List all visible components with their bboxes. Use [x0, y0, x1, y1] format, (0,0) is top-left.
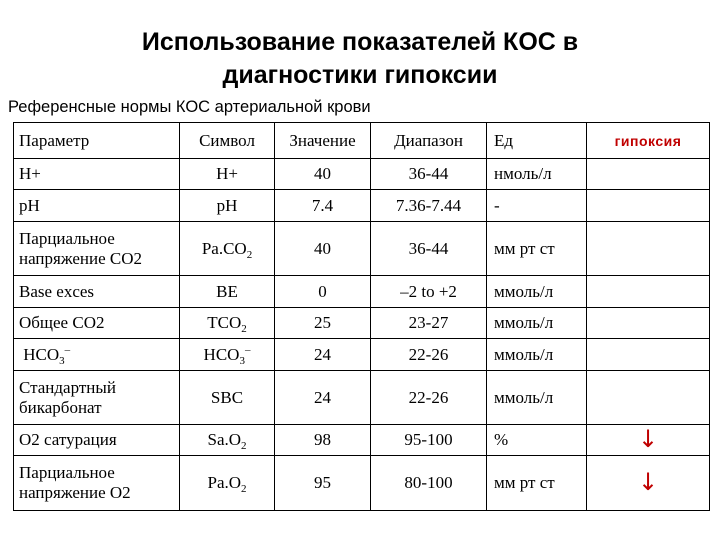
cell-range: –2 to +2: [371, 276, 487, 308]
cell-range: 36-44: [371, 159, 487, 190]
page-title: [0, 26, 720, 92]
arrow-down-icon: ↓: [637, 424, 659, 453]
cell-hypoxia: [587, 222, 710, 276]
header-param: Параметр: [14, 123, 180, 159]
cell-value: 95: [275, 456, 371, 511]
cell-hypoxia: [587, 159, 710, 190]
cell-param: O2 сатурация: [14, 425, 180, 456]
cell-param: H+: [14, 159, 180, 190]
cell-hypoxia: [587, 371, 710, 425]
cell-hypoxia: [587, 339, 710, 371]
header-symbol: Символ: [180, 123, 275, 159]
cell-value: 25: [275, 308, 371, 339]
cell-param: pH: [14, 190, 180, 222]
cell-hypoxia: [587, 308, 710, 339]
cell-param: Стандартный бикарбонат: [14, 371, 180, 425]
cell-symbol: BE: [180, 276, 275, 308]
cell-symbol: $TCO_2$: [180, 308, 275, 339]
cell-range: 7.36-7.44: [371, 190, 487, 222]
table-row: [14, 308, 710, 339]
table-row: [14, 371, 710, 425]
cell-symbol: $Pa.CO_2$: [180, 222, 275, 276]
cell-unit: нмоль/л: [487, 159, 587, 190]
cell-value: 24: [275, 339, 371, 371]
title-line-2: диагностики гипоксии: [222, 61, 498, 89]
cell-range: 36-44: [371, 222, 487, 276]
cell-range: 22-26: [371, 371, 487, 425]
table-row: [14, 425, 710, 456]
table-row: [14, 159, 710, 190]
cell-unit: мм рт ст: [487, 456, 587, 511]
cell-range: 80-100: [371, 456, 487, 511]
table-row: [14, 339, 710, 371]
cell-symbol: H+: [180, 159, 275, 190]
cell-symbol: pH: [180, 190, 275, 222]
table-row: [14, 276, 710, 308]
cell-unit: ммоль/л: [487, 371, 587, 425]
cell-value: 0: [275, 276, 371, 308]
header-hypoxia: гипоксия: [587, 123, 710, 159]
cell-value: 40: [275, 159, 371, 190]
cell-range: 22-26: [371, 339, 487, 371]
cell-value: 24: [275, 371, 371, 425]
cell-symbol: SBC: [180, 371, 275, 425]
header-unit: Ед: [487, 123, 587, 159]
cell-unit: %: [487, 425, 587, 456]
cell-range: 95-100: [371, 425, 487, 456]
cell-param: Парциальное напряжение O2: [14, 456, 180, 511]
cell-unit: ммоль/л: [487, 276, 587, 308]
cell-unit: ммоль/л: [487, 339, 587, 371]
reference-table: [13, 122, 710, 511]
table-row: [14, 222, 710, 276]
cell-hypoxia: [587, 456, 710, 511]
cell-param: $HCO_3^-$: [14, 339, 180, 371]
cell-hypoxia: [587, 276, 710, 308]
cell-symbol: $Pa.O_2$: [180, 456, 275, 511]
table-caption: Референсные нормы КОС артериальной крови: [8, 98, 371, 116]
cell-unit: -: [487, 190, 587, 222]
cell-hypoxia: [587, 190, 710, 222]
cell-value: 98: [275, 425, 371, 456]
table-header-row: [14, 123, 710, 159]
cell-value: 40: [275, 222, 371, 276]
cell-param: Base exces: [14, 276, 180, 308]
title-line-1: Использование показателей КОС в: [141, 28, 579, 56]
cell-symbol: $HCO_3^-$: [180, 339, 275, 371]
header-value: Значение: [275, 123, 371, 159]
cell-param: Общее CO2: [14, 308, 180, 339]
cell-unit: ммоль/л: [487, 308, 587, 339]
cell-unit: мм рт ст: [487, 222, 587, 276]
header-range: Диапазон: [371, 123, 487, 159]
cell-hypoxia: [587, 425, 710, 456]
cell-value: 7.4: [275, 190, 371, 222]
cell-range: 23-27: [371, 308, 487, 339]
cell-symbol: $Sa.O_2$: [180, 425, 275, 456]
table-row: [14, 456, 710, 511]
arrow-down-icon: ↓: [637, 467, 659, 496]
cell-param: Парциальное напряжение CO2: [14, 222, 180, 276]
table-row: [14, 190, 710, 222]
